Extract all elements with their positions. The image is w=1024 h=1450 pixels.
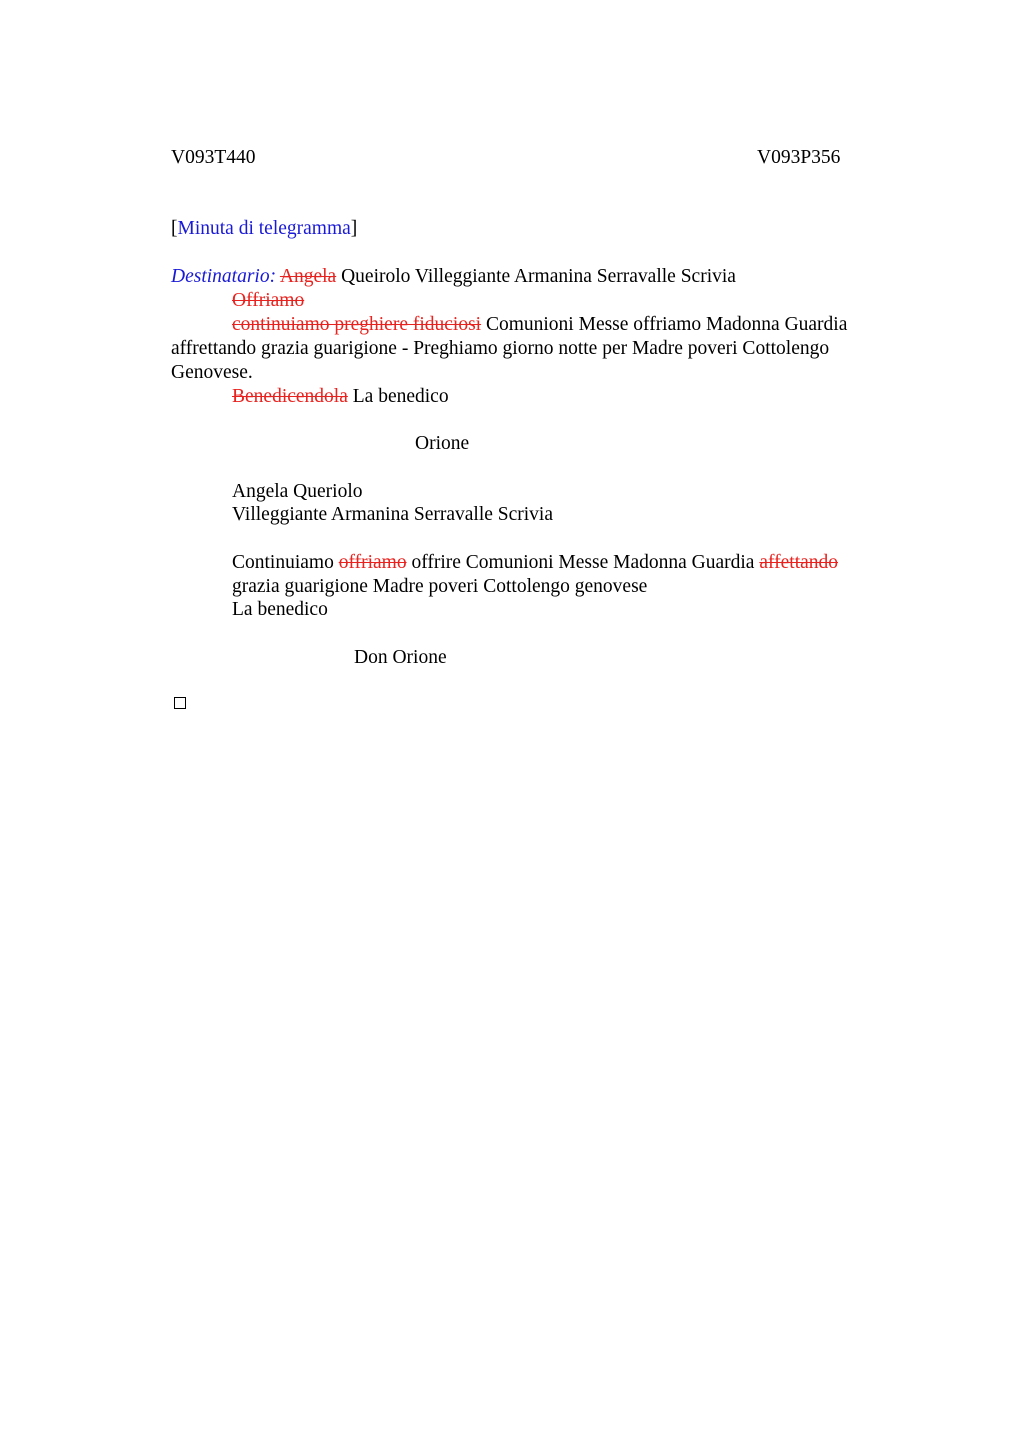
title-close-bracket: ] xyxy=(350,218,358,239)
recipient-deleted-word: Angela xyxy=(279,266,337,287)
empty-checkbox-icon xyxy=(174,697,186,709)
draft-body-line-3: Genovese. xyxy=(171,362,253,383)
draft-closing-text: La benedico xyxy=(352,386,449,407)
archive-code-right: V093P356 xyxy=(757,147,841,168)
draft-closing-line xyxy=(232,385,449,409)
draft-body-line-2: affrettando grazia guarigione - Preghiamo giorno notte per Madre poveri Cottolengo xyxy=(171,338,830,359)
final-body-line-2: grazia guarigione Madre poveri Cottolengo genovese xyxy=(232,576,648,597)
archive-code-left: V093T440 xyxy=(171,147,256,168)
final-signature: Don Orione xyxy=(354,647,447,668)
recipient-text: Queirolo Villeggiante Armanina Serravalle Scrivia xyxy=(341,266,736,287)
final-recipient-name: Angela Queriolo xyxy=(232,481,363,502)
final-text-middle: offrire Comunioni Messe Madonna Guardia xyxy=(411,552,755,573)
title-text: Minuta di telegramma xyxy=(177,218,351,239)
deleted-affettando: affettando xyxy=(759,552,839,573)
draft-deleted-line xyxy=(232,289,304,313)
recipient-label: Destinatario: xyxy=(171,266,277,287)
draft-signature: Orione xyxy=(415,433,470,454)
deleted-phrase: continuiamo preghiere fiduciosi xyxy=(232,314,482,335)
document-title xyxy=(171,217,357,241)
final-recipient-address: Villeggiante Armanina Serravalle Scrivia xyxy=(232,504,554,525)
draft-body-paragraph xyxy=(171,313,891,385)
draft-body-line-1 xyxy=(171,313,891,337)
deleted-offriamo: Offriamo xyxy=(232,290,305,311)
title-open-bracket: [ xyxy=(171,218,178,239)
deleted-benedicendola: Benedicendola xyxy=(232,386,348,407)
draft-body-text-1: Comunioni Messe offriamo Madonna Guardia xyxy=(485,314,848,335)
final-body-line-1 xyxy=(232,551,838,575)
recipient-line xyxy=(171,265,736,289)
final-body-line-3: La benedico xyxy=(232,599,328,620)
deleted-offriamo-2: offriamo xyxy=(338,552,407,573)
final-text-start: Continuiamo xyxy=(232,552,334,573)
